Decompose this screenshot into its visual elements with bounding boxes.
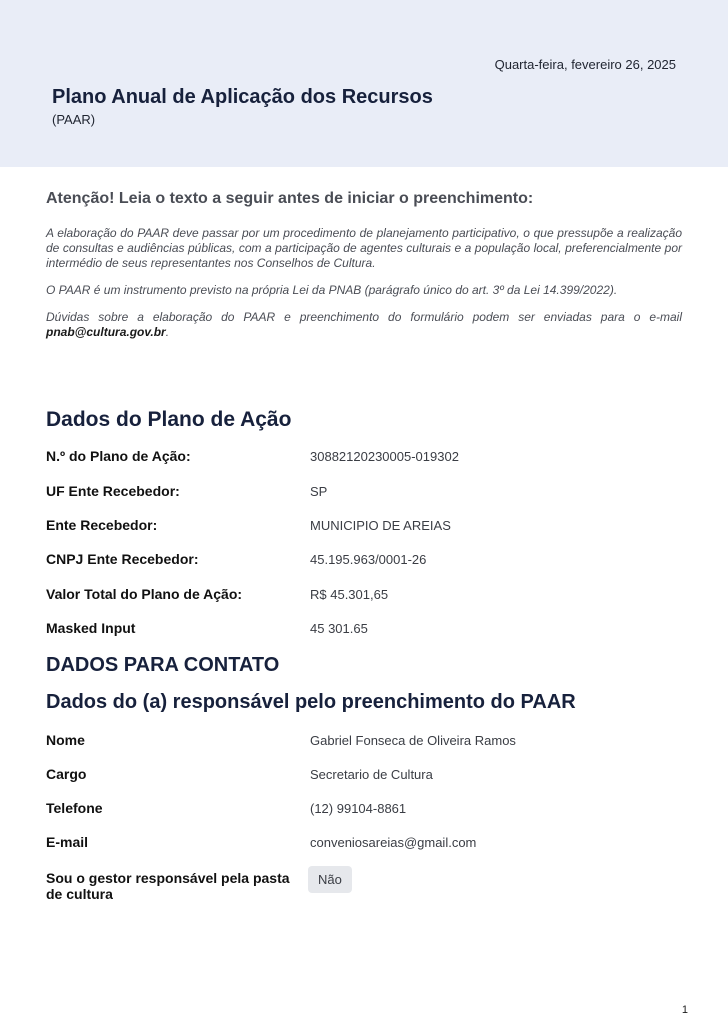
gestor-answer-badge: Não [308,866,352,893]
contact-email-link[interactable]: pnab@cultura.gov.br [46,325,166,339]
field-label: Masked Input [46,620,136,636]
field-value: Gabriel Fonseca de Oliveira Ramos [310,733,516,748]
page-header [0,0,728,167]
field-label: N.º do Plano de Ação: [46,448,191,464]
field-value: 30882120230005-019302 [310,449,459,464]
contato-section-subtitle: Dados do (a) responsável pelo preenchimento do PAAR [46,691,576,713]
field-label: Ente Recebedor: [46,517,158,533]
document-title: Plano Anual de Aplicação dos Recursos [52,86,433,108]
field-value: 45.195.963/0001-26 [310,552,427,567]
contato-section-title: DADOS PARA CONTATO [46,654,280,676]
field-value: 45 301.65 [310,621,368,636]
notice-paragraph-2: O PAAR é um instrumento previsto na própria Lei da PNAB (parágrafo único do art. 3º da Lei 14.399/2022). [46,283,618,297]
field-value: SP [310,484,328,499]
notice-paragraph-1: A elaboração do PAAR deve passar por um procedimento de planejamento participativo, o que pressupõe a realização de consultas e audiências públicas, com a participação de agentes culturais e a população local, preferencialmente por intermédio de seus representantes nos Conselhos de Cultura. [46,226,682,270]
field-value: conveniosareias@gmail.com [310,835,477,850]
field-value: R$ 45.301,65 [310,587,389,602]
document-subtitle: (PAAR) [52,112,96,127]
field-label: CNPJ Ente Recebedor: [46,551,199,567]
notice-paragraph-3-text: Dúvidas sobre a elaboração do PAAR e preenchimento do formulário podem ser enviadas para o e-mail [46,310,682,324]
field-label: Valor Total do Plano de Ação: [46,586,243,602]
field-value: Secretario de Cultura [310,767,433,782]
field-label: Telefone [46,800,103,816]
document-date: Quarta-feira, fevereiro 26, 2025 [494,57,676,72]
plano-section-title: Dados do Plano de Ação [46,408,292,431]
notice-paragraph-3-suffix: . [165,325,170,339]
page-number: 1 [681,1004,688,1016]
field-label: UF Ente Recebedor: [46,483,180,499]
notice-paragraph-3 [46,310,682,340]
field-label: Nome [46,732,85,748]
field-label: Cargo [46,766,87,782]
field-value: (12) 99104-8861 [310,801,407,816]
notice-section [46,190,682,352]
field-value: MUNICIPIO DE AREIAS [310,518,451,533]
field-label: E-mail [46,834,89,850]
field-label: Sou o gestor responsável pela pasta de cultura [46,870,290,902]
notice-heading: Atenção! Leia o texto a seguir antes de iniciar o preenchimento: [46,190,534,207]
